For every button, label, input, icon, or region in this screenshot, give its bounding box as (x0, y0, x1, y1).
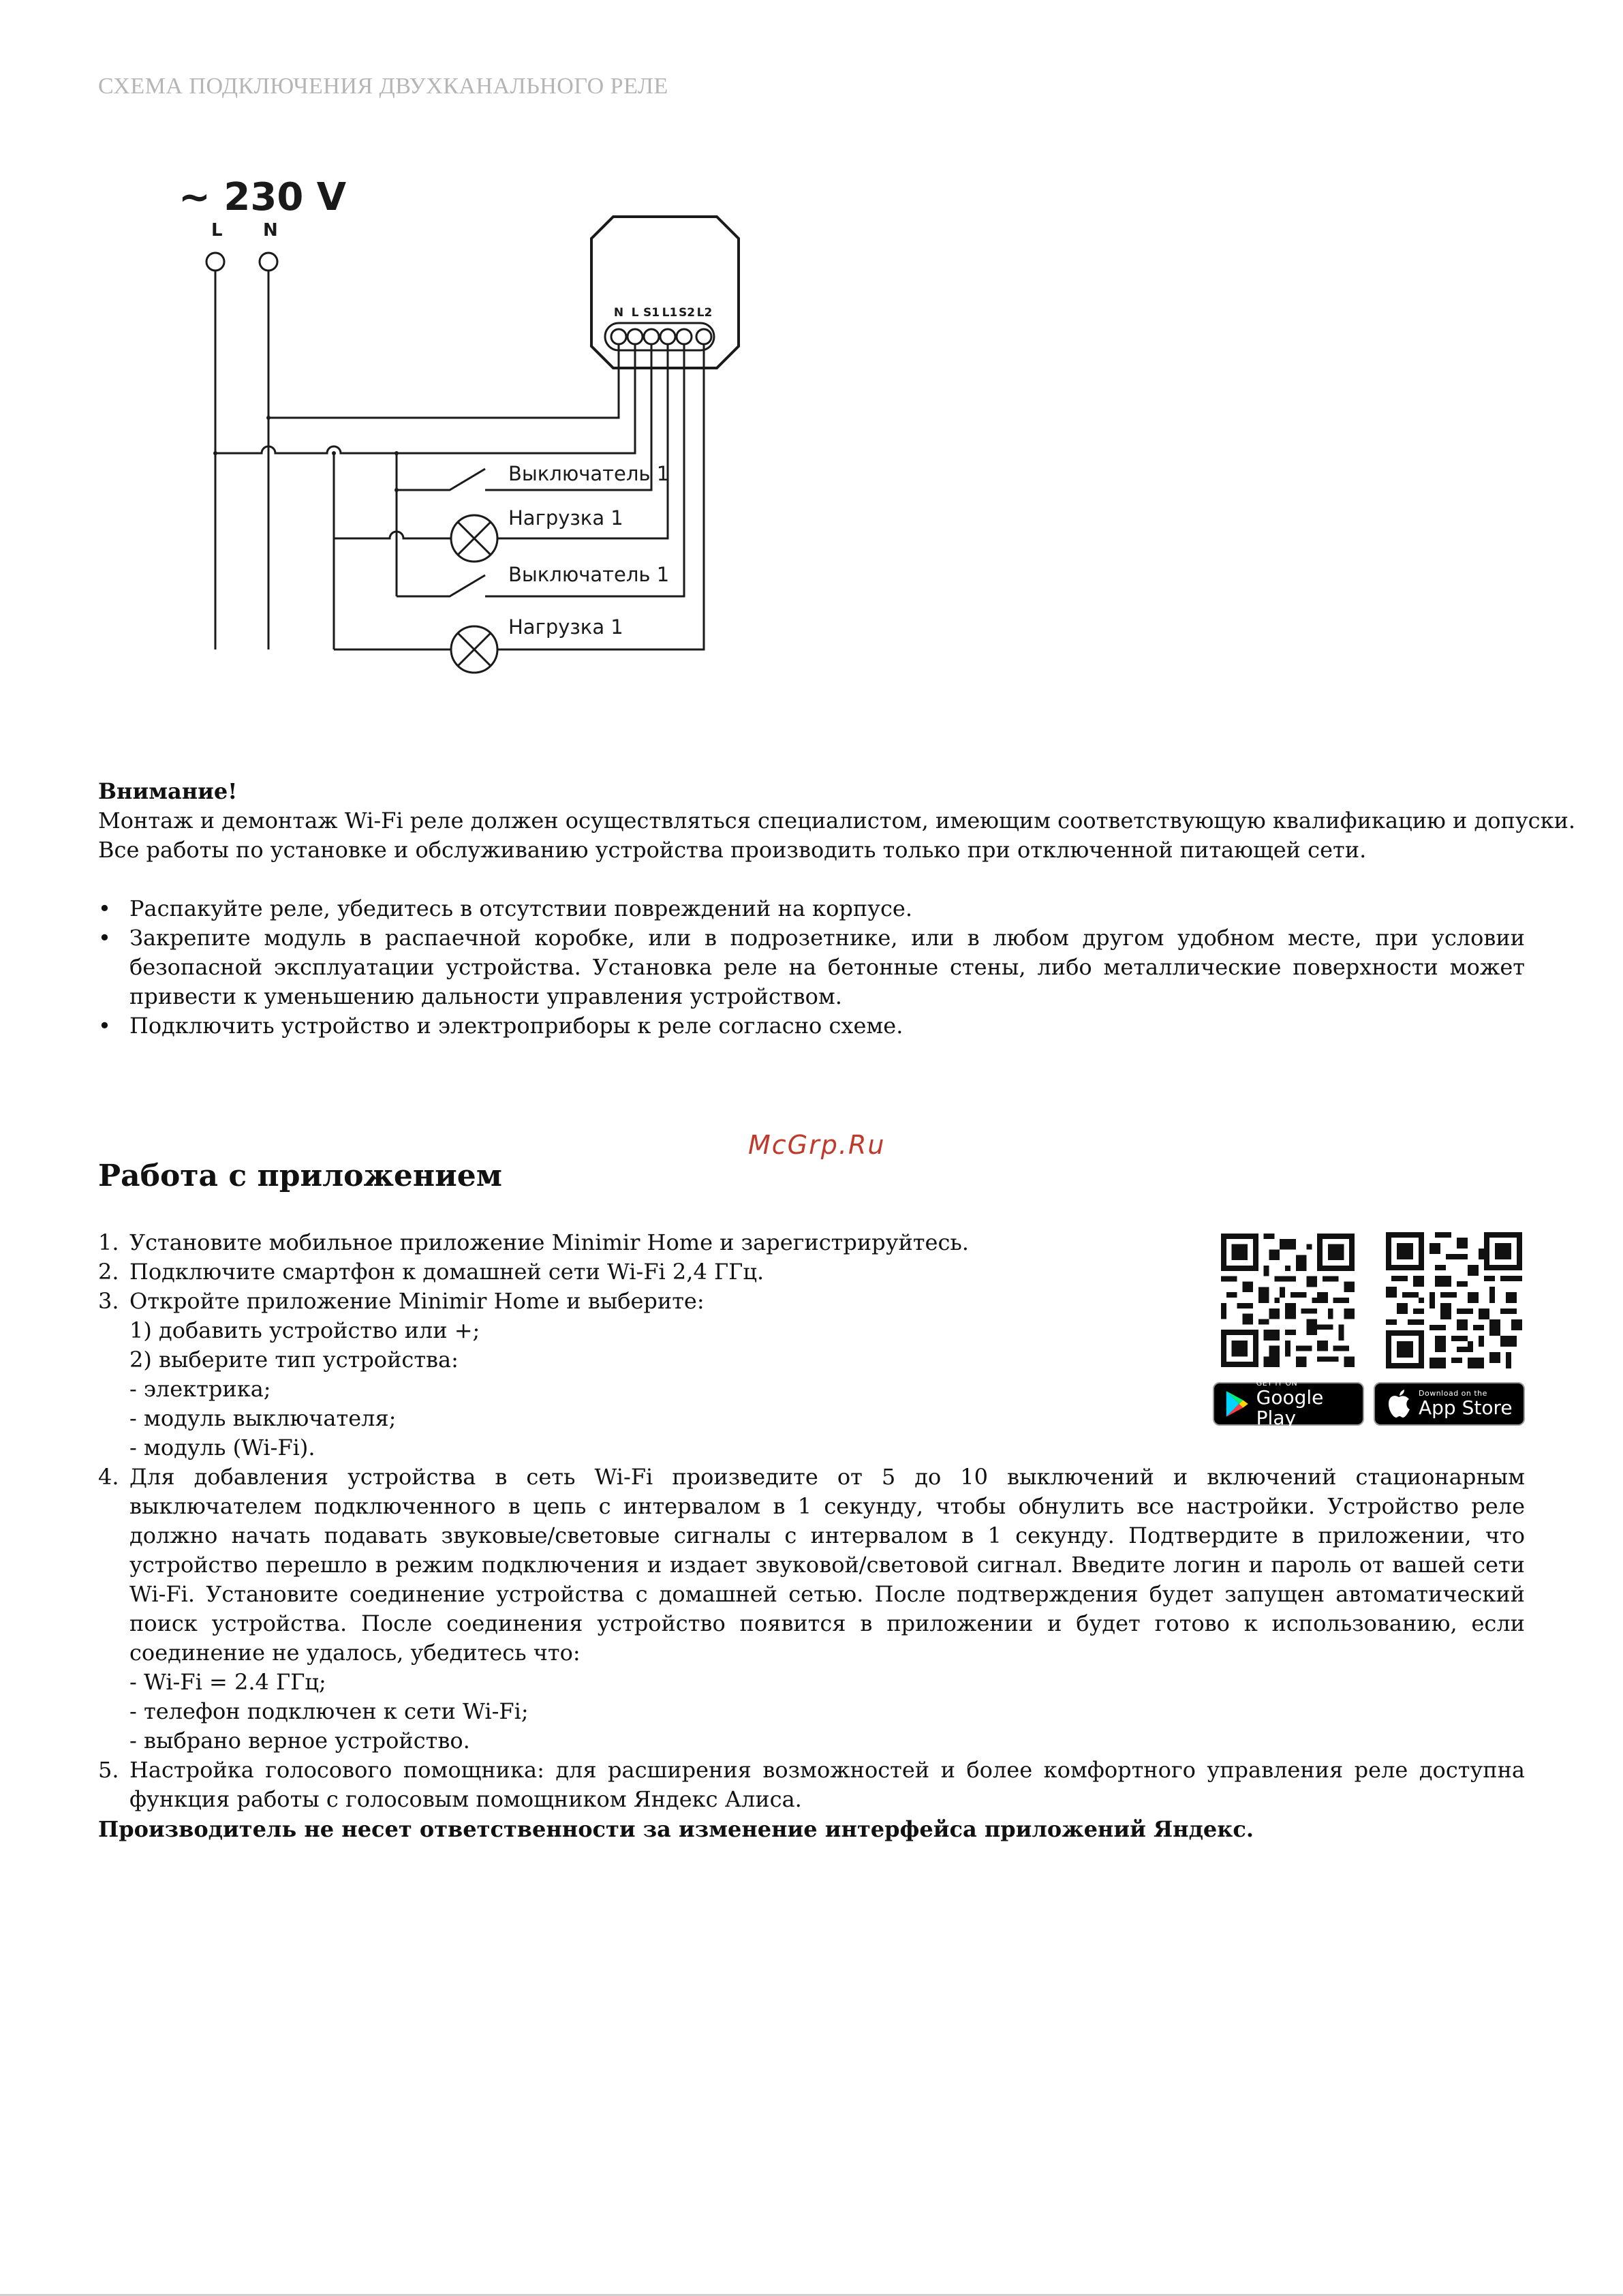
voltage-label: ~ 230 V (179, 175, 347, 219)
steps-list-top (98, 1228, 1263, 1463)
relay-module-body (591, 217, 739, 368)
list-item: • Распакуйте реле, убедитесь в отсутствии повреждений на корпусе. (98, 896, 913, 921)
load-2-label: Нагрузка 1 (508, 615, 623, 639)
line-label-n: N (263, 220, 278, 241)
list-item: 2. Подключите смартфон к домашней сети Wi-Fi 2,4 ГГц. (98, 1259, 764, 1285)
terminal-label: L1 (662, 306, 678, 320)
line-label-l: L (211, 220, 223, 241)
terminal-label: L (631, 306, 639, 320)
terminal-label: L2 (696, 306, 713, 320)
sub-item: - выбрано верное устройство. (129, 1728, 470, 1754)
apple-badge-small-text: Download on the (1419, 1389, 1487, 1398)
list-item: 4. Для добавления устройства в сеть Wi-Fi произведите от 5 до 10 выключений и включений стационарным выключателем подключенного в цепь с интервалом в 1 секунду, чтобы обнулить все настройки. Устройство реле должно начать подавать звуковые/световые сигналы с интервалом в 1 секунду. Подтвердите в приложении, что устройство перешло в режим подключения и издает звуковой/световой сигнал. Введите логин и пароль от вашей сети Wi-Fi. Установите соединение устройства с домашней сетью. После подтверждения будет запущен автоматический поиск устройства. После соединения устройство появится в приложении и будет готово к использованию, если соединение не удалось, убедитесь что: - Wi-Fi = 2.4 ГГц; - телефон подключен к сети Wi-Fi; - выбрано верное устройство. (98, 1463, 1525, 1756)
sub-item: 1) добавить устройство или +; (129, 1317, 480, 1343)
qr-code-google-icon[interactable] (1221, 1234, 1355, 1367)
list-item: • Закрепите модуль в распаечной коробке, или в подрозетнике, или в любом другом удобном месте, при условии безопасной эксплуатации устройства. Установка реле на бетонные стены, либо металлические поверхности может привести к уменьшению дальности управления устройством. (98, 925, 1525, 1009)
watermark-link[interactable]: McGrp.Ru (748, 1130, 886, 1160)
sub-item: - модуль (Wi-Fi). (129, 1435, 315, 1460)
sub-item: - электрика; (129, 1376, 271, 1402)
warning-body (98, 806, 1576, 865)
switch-1-label: Выключатель 1 (508, 462, 670, 485)
load-1-lamp-icon (451, 515, 497, 562)
sub-item: 2) выберите тип устройства: (129, 1347, 459, 1373)
list-item: 1. Установите мобильное приложение Minimir Home и зарегистрируйтесь. (98, 1229, 969, 1255)
app-store-badge[interactable] (1374, 1382, 1525, 1426)
terminal-label: S2 (678, 306, 696, 320)
disclaimer-text: Производитель не несет ответственности за изменение интерфейса приложений Яндекс. (98, 1816, 1254, 1842)
page-header-title: СХЕМА ПОДКЛЮЧЕНИЯ ДВУХКАНАЛЬНОГО РЕЛЕ (98, 74, 668, 99)
terminal-screws (611, 329, 711, 344)
wiring-diagram (157, 164, 770, 695)
load-2-lamp-icon (451, 626, 497, 673)
sub-item: - модуль выключателя; (129, 1405, 397, 1431)
google-badge-small-text: GET IT ON (1256, 1379, 1298, 1388)
terminal-n-circle (260, 253, 277, 271)
load-1-label: Нагрузка 1 (508, 506, 623, 530)
list-item: • Подключить устройство и электроприборы к реле согласно схеме. (98, 1013, 903, 1039)
warning-line: Монтаж и демонтаж Wi-Fi реле должен осуществляться специалистом, имеющим соответствующую квалификацию и допуски. (98, 808, 1576, 833)
sub-item: - телефон подключен к сети Wi-Fi; (129, 1698, 529, 1724)
warning-title: Внимание! (98, 778, 238, 804)
steps-list-bottom (98, 1463, 1525, 1814)
google-play-icon (1224, 1389, 1250, 1419)
google-play-badge[interactable] (1213, 1379, 1364, 1429)
apple-badge-big-text: App Store (1419, 1396, 1513, 1419)
qr-code-apple-icon[interactable] (1386, 1232, 1522, 1368)
terminal-label: N (613, 306, 624, 320)
terminal-label: S1 (643, 306, 660, 320)
switch-2-label: Выключатель 1 (508, 563, 670, 586)
google-badge-big-text: Google Play (1256, 1386, 1324, 1429)
terminal-l-circle (206, 253, 224, 271)
apple-icon (1386, 1389, 1412, 1419)
sub-item: - Wi-Fi = 2.4 ГГц; (129, 1669, 326, 1695)
list-item: 3. Откройте приложение Minimir Home и выберите: 1) добавить устройство или +; 2) выберите тип устройства: - электрика; - модуль выключателя; - модуль (Wi-Fi). (98, 1287, 1263, 1463)
section-title: Работа с приложением (98, 1159, 502, 1193)
install-bullet-list (98, 894, 1525, 1041)
warning-line: Все работы по установке и обслуживанию устройства производить только при отключенной питающей сети. (98, 837, 1367, 863)
list-item: 5. Настройка голосового помощника: для расширения возможностей и более комфортного управления реле доступна функция работы с голосовым помощником Яндекс Алиса. (98, 1757, 1525, 1812)
